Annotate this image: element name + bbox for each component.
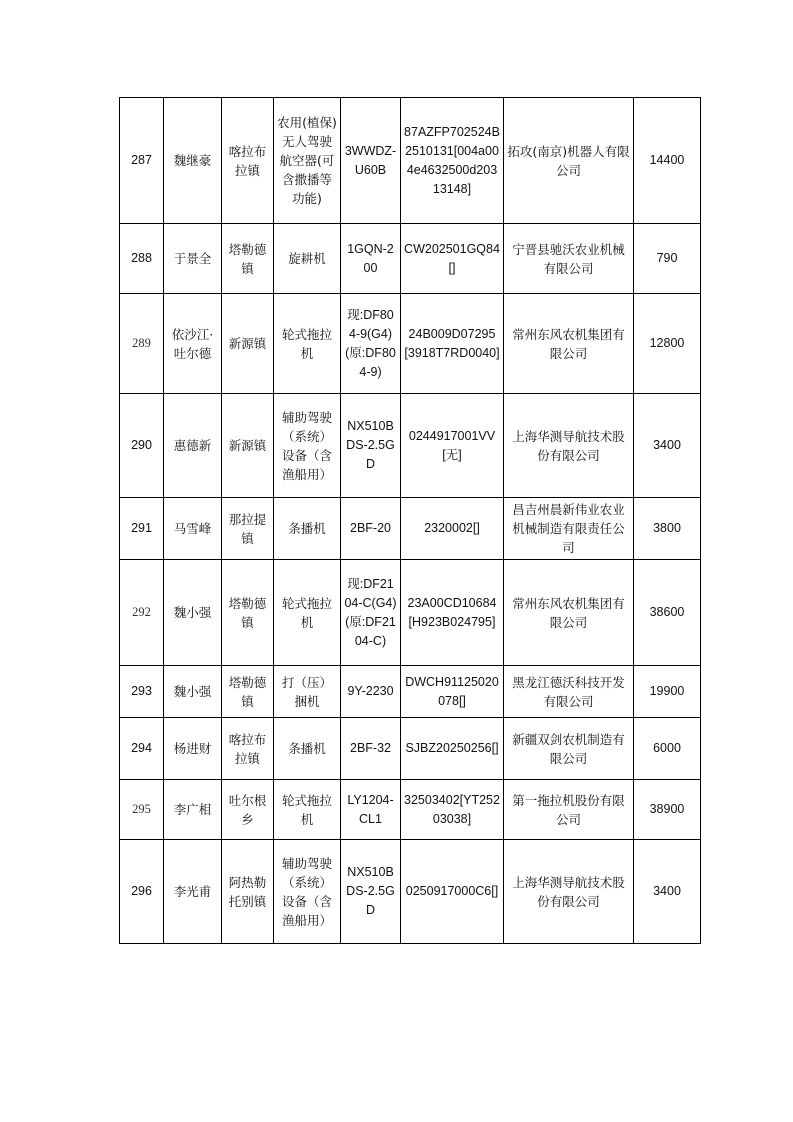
town: 塔勒德镇: [222, 560, 274, 666]
table-row: [120, 224, 701, 294]
row-number: 290: [120, 394, 164, 498]
machine-type: 条播机: [274, 718, 341, 780]
serial-number: 2320002[]: [401, 498, 504, 560]
buyer-name: 魏小强: [164, 560, 222, 666]
model: 现:DF2104-C(G4)(原:DF2104-C): [341, 560, 401, 666]
machine-type: 轮式拖拉机: [274, 294, 341, 394]
machine-type: 打（压）捆机: [274, 666, 341, 718]
model: 3WWDZ-U60B: [341, 98, 401, 224]
table-row: [120, 840, 701, 944]
machine-type: 旋耕机: [274, 224, 341, 294]
serial-number: 24B009D07295[3918T7RD0040]: [401, 294, 504, 394]
serial-number: 23A00CD10684[H923B024795]: [401, 560, 504, 666]
manufacturer: 拓攻(南京)机器人有限公司: [504, 98, 634, 224]
buyer-name: 马雪峰: [164, 498, 222, 560]
town: 新源镇: [222, 294, 274, 394]
manufacturer: 宁晋县驰沃农业机械有限公司: [504, 224, 634, 294]
row-number: 291: [120, 498, 164, 560]
subsidy-amount: 3400: [634, 394, 701, 498]
subsidy-amount: 3800: [634, 498, 701, 560]
buyer-name: 于景全: [164, 224, 222, 294]
buyer-name: 依沙江·吐尔德: [164, 294, 222, 394]
model: LY1204-CL1: [341, 780, 401, 840]
model: 1GQN-200: [341, 224, 401, 294]
manufacturer: 第一拖拉机股份有限公司: [504, 780, 634, 840]
subsidy-amount: 3400: [634, 840, 701, 944]
serial-number: 87AZFP702524B2510131[004a004e4632500d20313148]: [401, 98, 504, 224]
subsidy-amount: 790: [634, 224, 701, 294]
row-number: 288: [120, 224, 164, 294]
table-row: [120, 718, 701, 780]
row-number: 292: [120, 560, 164, 666]
serial-number: 0244917001VV[无]: [401, 394, 504, 498]
serial-number: 32503402[YT25203038]: [401, 780, 504, 840]
manufacturer: 常州东风农机集团有限公司: [504, 560, 634, 666]
town: 阿热勒托别镇: [222, 840, 274, 944]
buyer-name: 惠德新: [164, 394, 222, 498]
row-number: 289: [120, 294, 164, 394]
buyer-name: 魏继豪: [164, 98, 222, 224]
machine-type: 农用(植保)无人驾驶航空器(可含撒播等功能): [274, 98, 341, 224]
table-row: [120, 498, 701, 560]
machine-type: 条播机: [274, 498, 341, 560]
model: 2BF-32: [341, 718, 401, 780]
row-number: 296: [120, 840, 164, 944]
subsidy-table: [119, 97, 701, 944]
machine-type: 轮式拖拉机: [274, 780, 341, 840]
machine-type: 轮式拖拉机: [274, 560, 341, 666]
manufacturer: 上海华测导航技术股份有限公司: [504, 394, 634, 498]
row-number: 294: [120, 718, 164, 780]
manufacturer: 黑龙江德沃科技开发有限公司: [504, 666, 634, 718]
manufacturer: 上海华测导航技术股份有限公司: [504, 840, 634, 944]
subsidy-amount: 38900: [634, 780, 701, 840]
row-number: 295: [120, 780, 164, 840]
machine-type: 辅助驾驶（系统）设备（含渔船用）: [274, 394, 341, 498]
buyer-name: 杨进财: [164, 718, 222, 780]
town: 吐尔根乡: [222, 780, 274, 840]
buyer-name: 魏小强: [164, 666, 222, 718]
subsidy-amount: 19900: [634, 666, 701, 718]
town: 塔勒德镇: [222, 224, 274, 294]
manufacturer: 新疆双剑农机制造有限公司: [504, 718, 634, 780]
serial-number: CW202501GQ84[]: [401, 224, 504, 294]
town: 那拉提镇: [222, 498, 274, 560]
table-row: [120, 294, 701, 394]
model: NX510BDS-2.5GD: [341, 840, 401, 944]
model: 现:DF804-9(G4)(原:DF804-9): [341, 294, 401, 394]
table-row: [120, 98, 701, 224]
table-row: [120, 394, 701, 498]
buyer-name: 李光甫: [164, 840, 222, 944]
subsidy-amount: 12800: [634, 294, 701, 394]
table-row: [120, 666, 701, 718]
town: 塔勒德镇: [222, 666, 274, 718]
subsidy-amount: 38600: [634, 560, 701, 666]
subsidy-amount: 6000: [634, 718, 701, 780]
manufacturer: 常州东风农机集团有限公司: [504, 294, 634, 394]
model: 9Y-2230: [341, 666, 401, 718]
serial-number: 0250917000C6[]: [401, 840, 504, 944]
buyer-name: 李广相: [164, 780, 222, 840]
table-row: [120, 780, 701, 840]
town: 喀拉布拉镇: [222, 718, 274, 780]
model: NX510BDS-2.5GD: [341, 394, 401, 498]
serial-number: DWCH91125020078[]: [401, 666, 504, 718]
town: 喀拉布拉镇: [222, 98, 274, 224]
machine-type: 辅助驾驶（系统）设备（含渔船用）: [274, 840, 341, 944]
row-number: 287: [120, 98, 164, 224]
serial-number: SJBZ20250256[]: [401, 718, 504, 780]
model: 2BF-20: [341, 498, 401, 560]
table-row: [120, 560, 701, 666]
town: 新源镇: [222, 394, 274, 498]
manufacturer: 昌吉州晨新伟业农业机械制造有限责任公司: [504, 498, 634, 560]
subsidy-amount: 14400: [634, 98, 701, 224]
row-number: 293: [120, 666, 164, 718]
